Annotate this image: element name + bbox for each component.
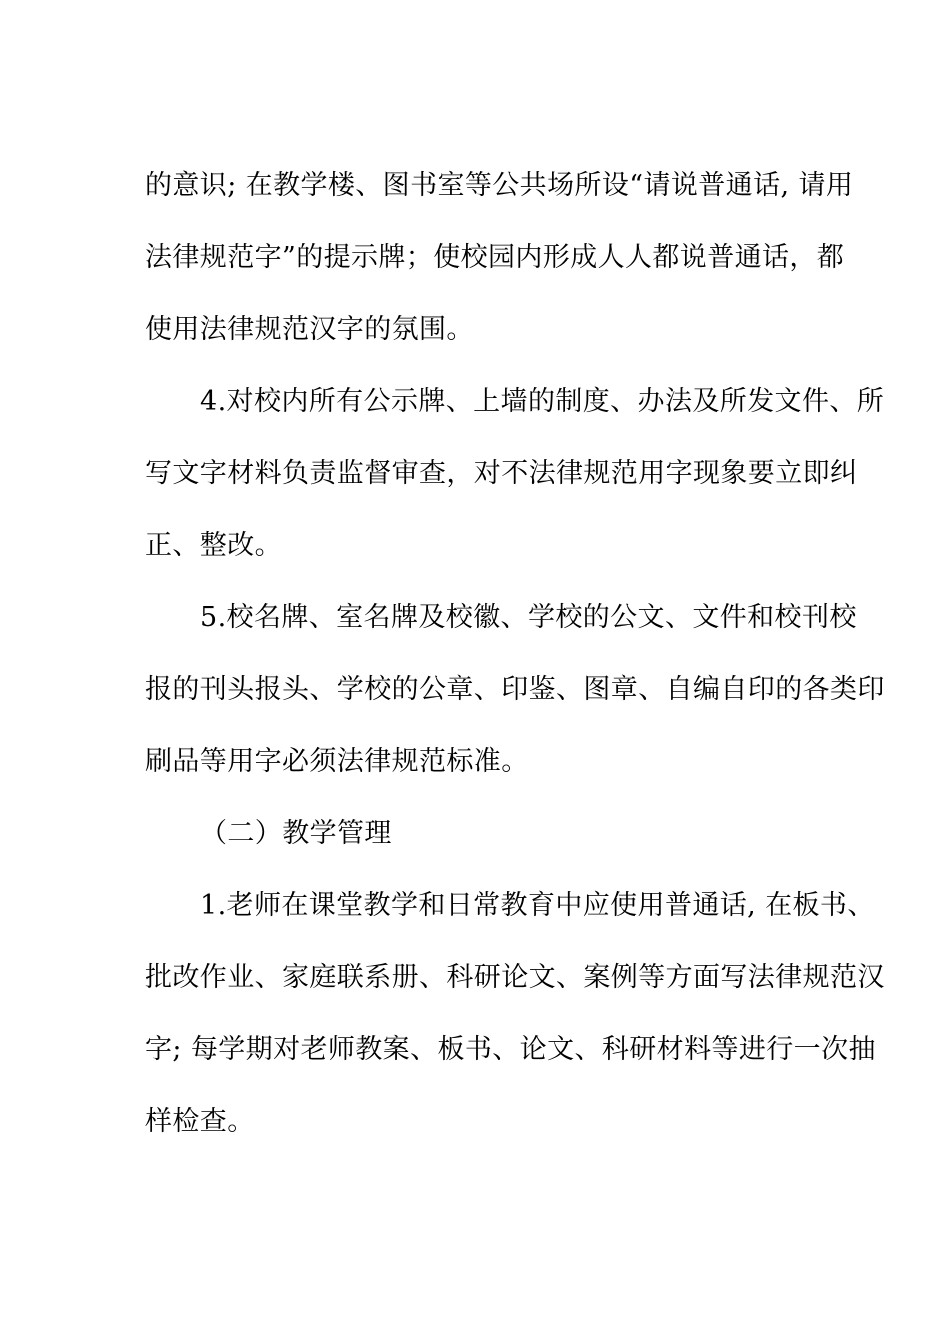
- section-heading: （二）教学管理: [200, 818, 392, 849]
- paragraph-line: 正、整改。: [145, 530, 282, 561]
- paragraph-line: 字; 每学期对老师教案、板书、论文、科研材料等进行一次抽: [145, 1034, 876, 1065]
- paragraph-line: 样检查。: [145, 1106, 255, 1137]
- paragraph-line: 刷品等用字必须法律规范标准。: [145, 746, 529, 777]
- paragraph-line: 的意识; 在教学楼、图书室等公共场所设“请说普通话, 请用: [145, 170, 854, 201]
- paragraph-line: 4.对校内所有公示牌、上墙的制度、办法及所发文件、所: [200, 386, 885, 417]
- paragraph-line: 报的刊头报头、学校的公章、印鉴、图章、自编自印的各类印: [145, 674, 885, 705]
- paragraph-line: 使用法律规范汉字的氛围。: [145, 314, 474, 345]
- paragraph-line: 5.校名牌、室名牌及校徽、学校的公文、文件和校刊校: [200, 602, 857, 633]
- paragraph-line: 法律规范字”的提示牌；使校园内形成人人都说普通话，都: [145, 242, 845, 273]
- paragraph-line: 1.老师在课堂教学和日常教育中应使用普通话, 在板书、: [200, 890, 875, 921]
- paragraph-line: 批改作业、家庭联系册、科研论文、案例等方面写法律规范汉: [145, 962, 885, 993]
- paragraph-line: 写文字材料负责监督审查，对不法律规范用字现象要立即纠: [145, 458, 858, 489]
